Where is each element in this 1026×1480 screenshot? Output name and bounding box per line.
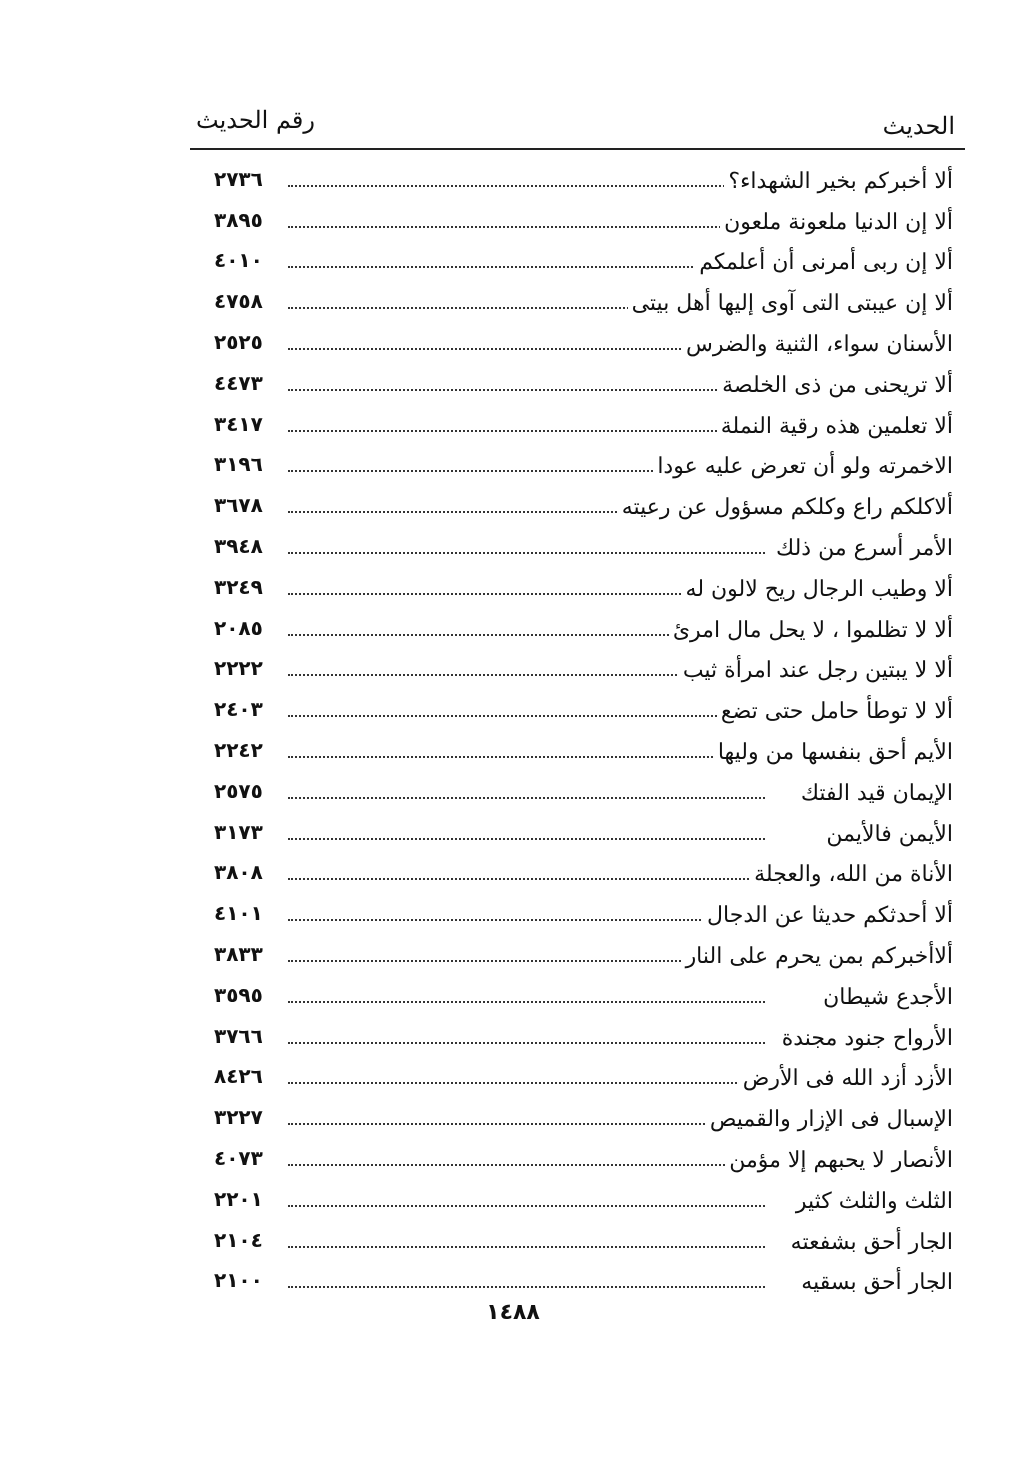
dot-leader xyxy=(288,1042,765,1044)
dot-leader xyxy=(288,430,765,432)
dot-leader xyxy=(288,185,765,187)
hadith-text: ألا إن ربى أمرنى أن أعلمكم xyxy=(695,252,953,274)
hadith-text: ألا إن الدنيا ملعونة ملعون xyxy=(720,212,953,234)
list-item xyxy=(190,811,965,852)
header-divider xyxy=(190,148,965,150)
hadith-text: ألاأخبركم بمن يحرم على النار xyxy=(682,946,953,968)
list-item xyxy=(190,403,965,444)
dot-leader xyxy=(288,1246,765,1248)
list-item xyxy=(190,974,965,1015)
hadith-number: ٣٢٤٩ xyxy=(214,574,263,599)
list-item xyxy=(190,1137,965,1178)
hadith-text: الأجدع شيطان xyxy=(819,987,953,1009)
hadith-number: ٣٧٦٦ xyxy=(214,1023,263,1048)
list-item xyxy=(190,1096,965,1137)
hadith-text: الأيم أحق بنفسها من وليها xyxy=(714,742,953,764)
hadith-text: الأرواح جنود مجندة xyxy=(778,1028,953,1050)
hadith-number: ٣١٧٣ xyxy=(214,819,263,844)
hadith-text: ألا لا توطأ حامل حتى تضع xyxy=(717,701,953,723)
hadith-number: ٤١٠١ xyxy=(214,901,263,926)
hadith-number: ٢٢٢٢ xyxy=(214,656,263,681)
list-item xyxy=(190,1178,965,1219)
hadith-number: ٣٨٩٥ xyxy=(214,207,263,232)
hadith-number: ٣٢٢٧ xyxy=(214,1105,263,1130)
dot-leader xyxy=(288,1123,765,1125)
hadith-number: ٣٤١٧ xyxy=(214,411,263,436)
hadith-number: ٨٤٢٦ xyxy=(214,1064,263,1089)
hadith-number: ٣٩٤٨ xyxy=(214,533,263,558)
list-item xyxy=(190,688,965,729)
list-item xyxy=(190,770,965,811)
hadith-number: ٤٠١٠ xyxy=(214,248,263,273)
list-item xyxy=(190,892,965,933)
list-item xyxy=(190,321,965,362)
dot-leader xyxy=(288,756,765,758)
hadith-text: ألاكلكم راع وكلكم مسؤول عن رعيته xyxy=(618,497,953,519)
hadith-number: ٢٥٢٥ xyxy=(214,329,263,354)
hadith-number: ٣٦٧٨ xyxy=(214,493,263,518)
hadith-text: الإسبال فى الإزار والقميص xyxy=(706,1109,953,1131)
page-header xyxy=(190,98,965,144)
dot-leader xyxy=(288,552,765,554)
list-item xyxy=(190,1219,965,1260)
list-item xyxy=(190,484,965,525)
hadith-text: ألا تريحنى من ذى الخلصة xyxy=(718,375,953,397)
list-item xyxy=(190,362,965,403)
hadith-text: ألا لا تظلموا ، لا يحل مال امرئ xyxy=(669,620,953,642)
hadith-number: ٢٤٠٣ xyxy=(214,697,263,722)
hadith-text: الأسنان سواء، الثنية والضرس xyxy=(682,334,953,356)
list-item xyxy=(190,852,965,893)
hadith-number: ٢٠٨٥ xyxy=(214,615,263,640)
dot-leader xyxy=(288,1205,765,1207)
hadith-text: الأناة من الله، والعجلة xyxy=(750,864,953,886)
dot-leader xyxy=(288,266,765,268)
list-item xyxy=(190,280,965,321)
dot-leader xyxy=(288,838,765,840)
list-item xyxy=(190,933,965,974)
hadith-number: ٢٢٠١ xyxy=(214,1186,263,1211)
hadith-text: الجار أحق بسقيه xyxy=(797,1272,953,1294)
list-item xyxy=(190,729,965,770)
dot-leader xyxy=(288,919,765,921)
hadith-number: ٣٥٩٥ xyxy=(214,982,263,1007)
list-item xyxy=(190,648,965,689)
hadith-text: الاخمرته ولو أن تعرض عليه عودا xyxy=(653,456,953,478)
hadith-number: ٢٧٣٦ xyxy=(214,166,263,191)
list-item xyxy=(190,525,965,566)
dot-leader xyxy=(288,1286,765,1288)
hadith-text: ألا أحدثكم حديثا عن الدجال xyxy=(703,905,953,927)
hadith-number: ٣١٩٦ xyxy=(214,452,263,477)
hadith-text: الثلث والثلث كثير xyxy=(792,1191,953,1213)
hadith-text: ألا أخبركم بخير الشهداء؟ xyxy=(724,171,953,193)
hadith-text: ألا لا يبتين رجل عند امرأة ثيب xyxy=(679,660,953,682)
hadith-text: ألا تعلمين هذه رقية النملة xyxy=(717,416,953,438)
list-item xyxy=(190,1015,965,1056)
dot-leader xyxy=(288,878,765,880)
hadith-number: ٢١٠٠ xyxy=(214,1268,263,1293)
dot-leader xyxy=(288,389,765,391)
dot-leader xyxy=(288,1164,765,1166)
hadith-number: ٢١٠٤ xyxy=(214,1227,263,1252)
hadith-number: ٢٥٧٥ xyxy=(214,778,263,803)
hadith-index-list xyxy=(190,158,965,1300)
hadith-text: الأنصار لا يحبهم إلا مؤمن xyxy=(725,1150,953,1172)
dot-leader xyxy=(288,1082,765,1084)
hadith-text: الإيمان قيد الفتك xyxy=(797,783,953,805)
hadith-number: ٣٨٠٨ xyxy=(214,860,263,885)
page-number: ١٤٨٨ xyxy=(486,1300,540,1325)
hadith-text: ألا وطيب الرجال ريح لالون له xyxy=(682,579,953,601)
hadith-text: الجار أحق بشفعته xyxy=(787,1232,953,1254)
hadith-text: الأزد أزد الله فى الأرض xyxy=(739,1068,953,1090)
hadith-column-title: الحديث xyxy=(882,112,955,140)
hadith-number: ٤٠٧٣ xyxy=(214,1145,263,1170)
list-item xyxy=(190,240,965,281)
list-item xyxy=(190,1260,965,1301)
hadith-text: الأمر أسرع من ذلك xyxy=(772,538,953,560)
list-item xyxy=(190,1056,965,1097)
list-item xyxy=(190,444,965,485)
hadith-number: ٢٢٤٢ xyxy=(214,737,263,762)
hadith-number: ٣٨٣٣ xyxy=(214,941,263,966)
dot-leader xyxy=(288,1001,765,1003)
dot-leader xyxy=(288,715,765,717)
list-item xyxy=(190,158,965,199)
hadith-number-column-title: رقم الحديث xyxy=(196,106,315,134)
list-item xyxy=(190,566,965,607)
hadith-text: الأيمن فالأيمن xyxy=(822,824,953,846)
list-item xyxy=(190,607,965,648)
hadith-text: ألا إن عيبتى التى آوى إليها أهل بيتى xyxy=(628,293,953,315)
hadith-number: ٤٧٥٨ xyxy=(214,289,263,314)
list-item xyxy=(190,199,965,240)
dot-leader xyxy=(288,797,765,799)
hadith-number: ٤٤٧٣ xyxy=(214,370,263,395)
dot-leader xyxy=(288,226,765,228)
